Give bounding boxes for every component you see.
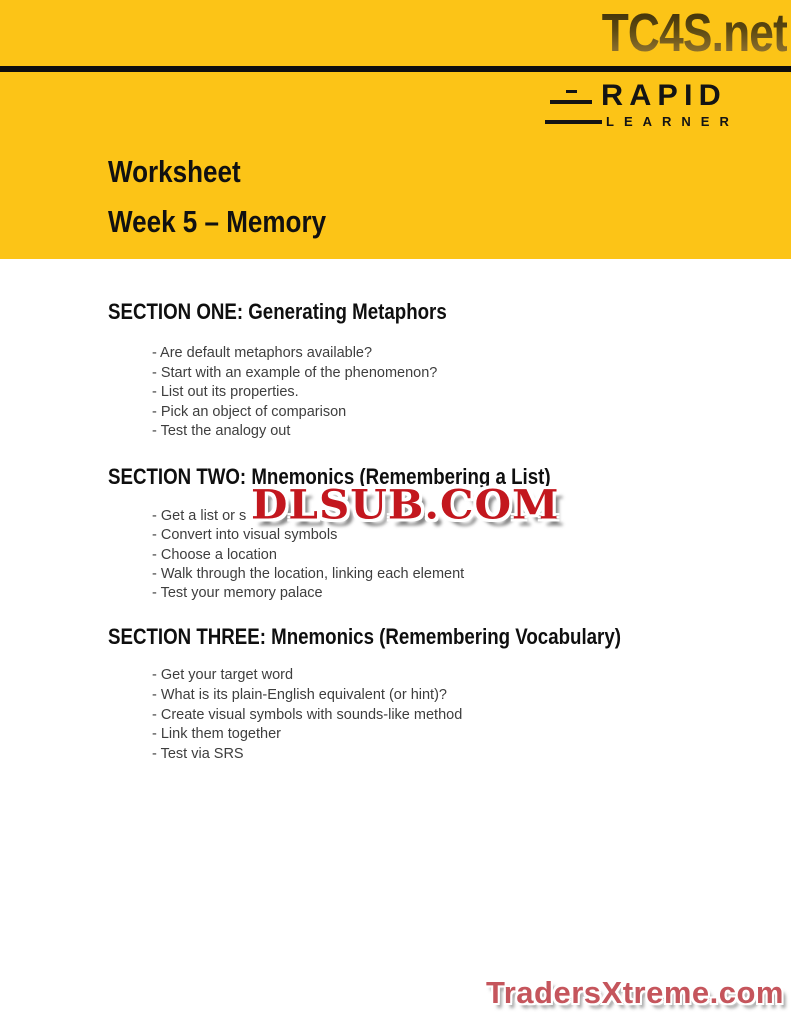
list-item: - Start with an example of the phenomenon? [152,364,438,381]
list-item: - Get your target word [152,667,294,683]
section-three-heading: SECTION THREE: Mnemonics (Remembering Vocabulary) [108,624,621,649]
logo-speed-line-medium [550,100,592,104]
document-subtitle: Week 5 – Memory [108,204,327,239]
logo-word-learner: LEARNER [606,114,739,129]
list-item: - Link them together [152,726,281,743]
header-divider-bar [0,66,791,72]
list-item: - Test via SRS [152,746,244,763]
list-item: - Test your memory palace [152,585,323,602]
logo-speed-line-long [545,120,602,124]
section-one [108,299,728,442]
dlsub-watermark: DLSUB.COM [251,481,560,529]
list-item: - Pick an object of comparison [152,403,347,420]
tradersxtreme-watermark: TradersXtreme.com [486,975,784,1010]
list-item: - Are default metaphors available? [152,345,373,361]
section-two-heading: SECTION TWO: Mnemonics (Remembering a List) [108,464,551,489]
list-item: - Test the analogy out [152,423,291,439]
header-banner [0,0,791,259]
list-item: - Choose a location [152,546,277,563]
rapid-learner-logo [545,79,750,136]
section-three [108,624,728,765]
list-item: - What is its plain-English equivalent (or hint)? [152,686,447,703]
section-one-heading: SECTION ONE: Generating Metaphors [108,299,447,324]
section-three-list [152,666,728,765]
list-item: - Get a list or s [152,508,247,524]
logo-word-rapid: RAPID [601,79,727,112]
list-item: - Convert into visual symbols [152,527,338,544]
section-one-list [152,344,728,442]
document-title: Worksheet [108,154,241,189]
logo-speed-line-short [566,90,577,93]
list-item: - Create visual symbols with sounds-like method [152,706,463,723]
list-item: - Walk through the location, linking each element [152,565,465,582]
tc4s-watermark: TC4S.net [601,3,787,63]
list-item: - List out its properties. [152,384,299,400]
